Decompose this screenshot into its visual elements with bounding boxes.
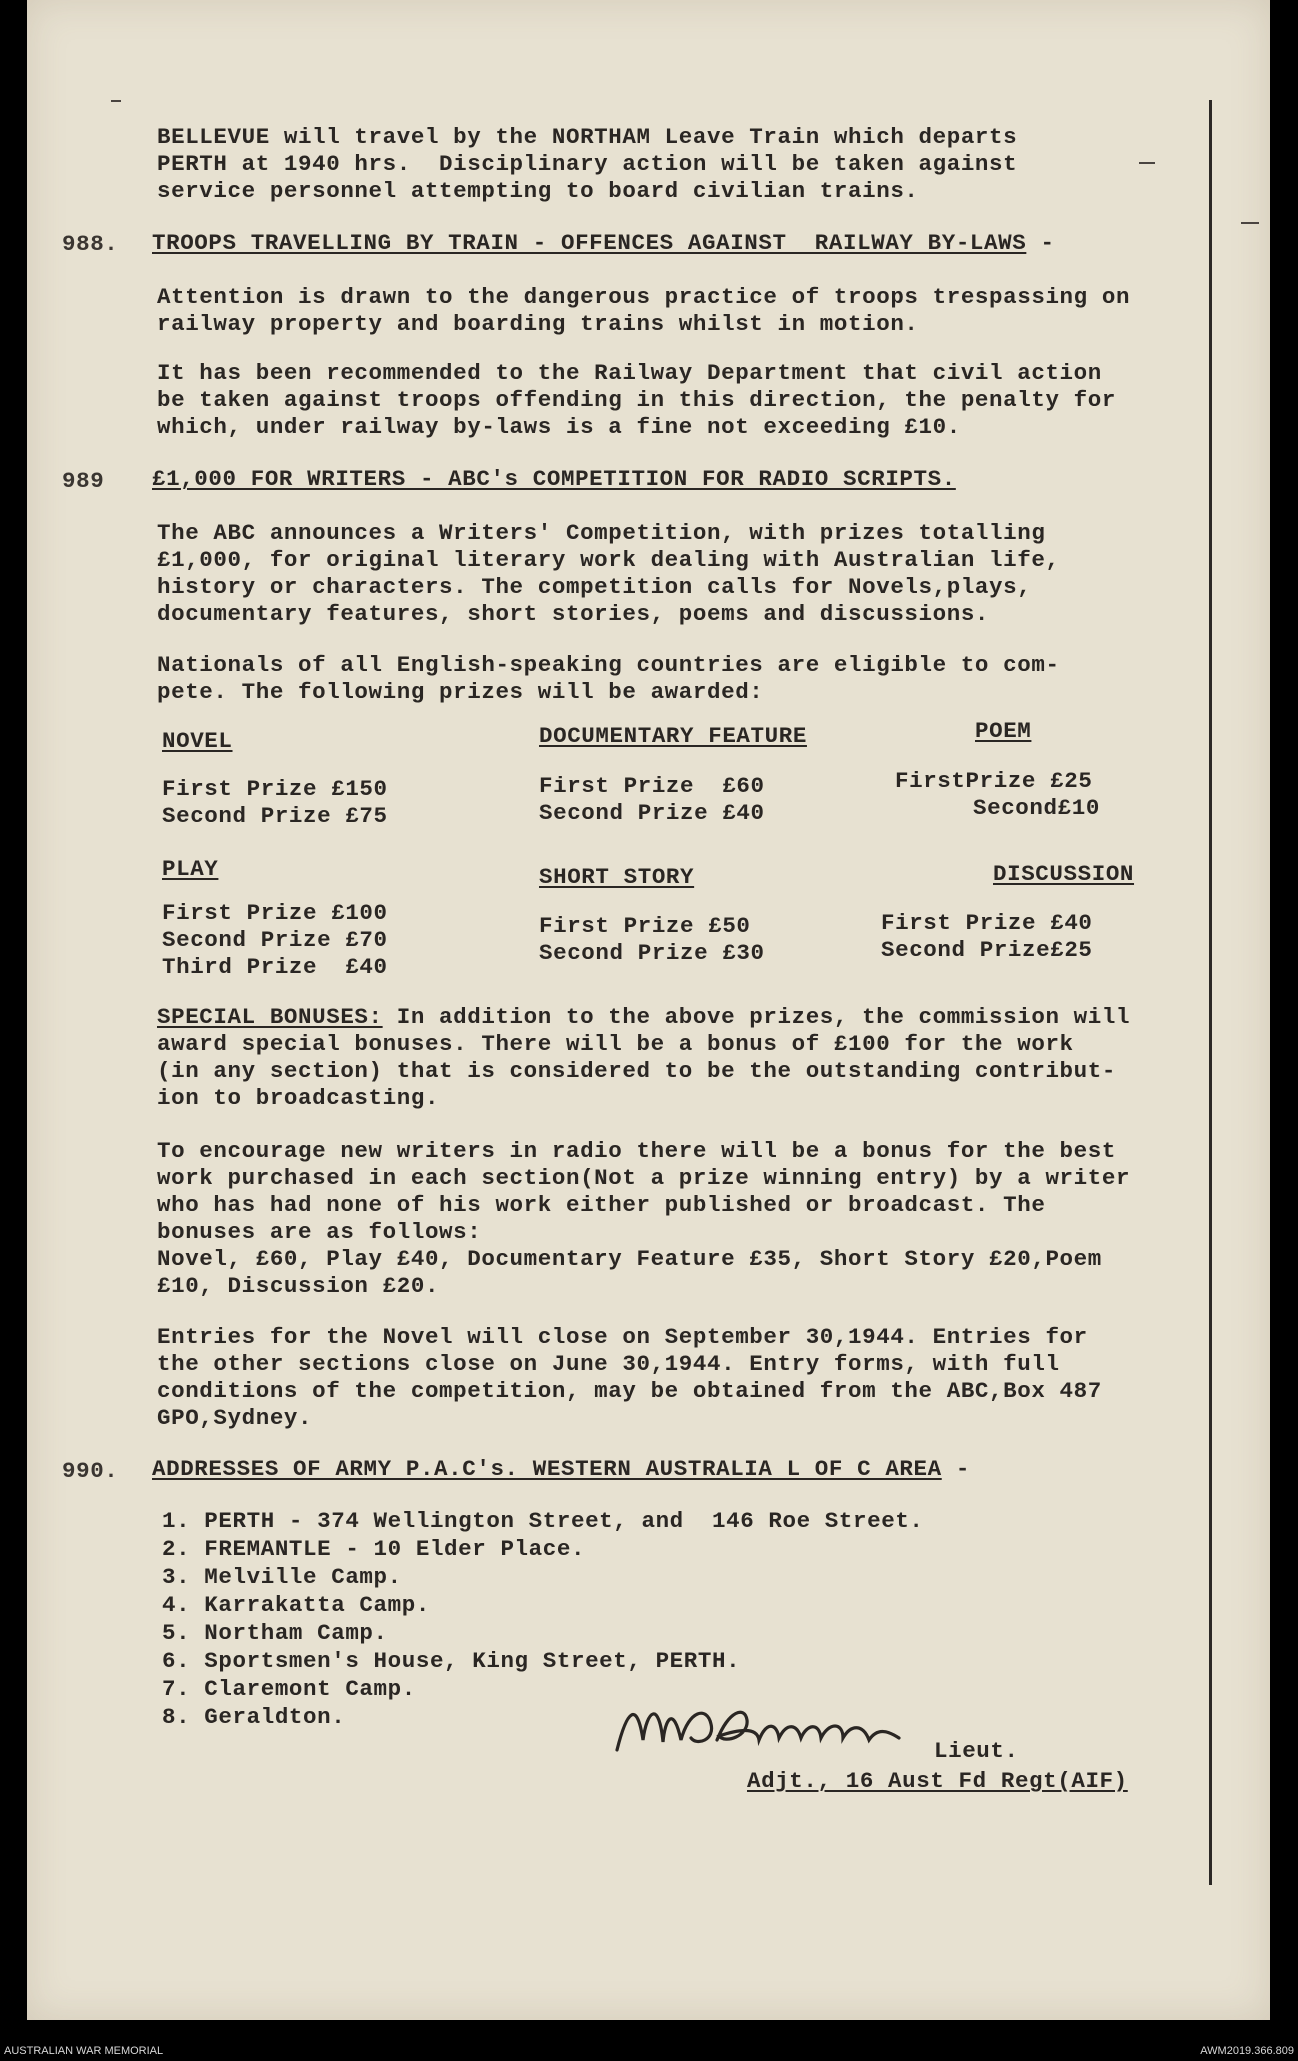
prize-head-novel: NOVEL: [162, 728, 233, 754]
body-line: work purchased in each section(Not a prize winning entry) by a writer: [157, 1165, 1131, 1191]
margin-rule: [1209, 100, 1212, 1885]
signature-unit: Adjt., 16 Aust Fd Regt(AIF): [747, 1768, 1128, 1794]
handwritten-signature: [607, 1680, 927, 1770]
prize-head-play: PLAY: [162, 856, 219, 882]
intro-line: PERTH at 1940 hrs. Disciplinary action will be taken against: [157, 151, 1018, 177]
prize-line: Second Prize £30: [539, 940, 765, 966]
prize-line: First Prize £100: [162, 900, 388, 926]
section-heading: [152, 1458, 970, 1481]
prize-line: First Prize £50: [539, 913, 751, 939]
bonus-text: In addition to the above prizes, the commission will: [382, 1004, 1131, 1030]
body-line: who has had none of his work either published or broadcast. The: [157, 1192, 1046, 1218]
section-number: 990.: [62, 1458, 119, 1484]
body-line: It has been recommended to the Railway Department that civil action: [157, 360, 1102, 386]
section-heading: [152, 468, 956, 491]
body-line: Nationals of all English-speaking countries are eligible to com-: [157, 652, 1060, 678]
section-title-suffix: -: [941, 1456, 970, 1482]
list-item: 8. Geraldton.: [162, 1704, 346, 1730]
body-line: history or characters. The competition calls for Novels,plays,: [157, 574, 1032, 600]
body-line: Novel, £60, Play £40, Documentary Feature £35, Short Story £20,Poem: [157, 1246, 1102, 1272]
footer-accession-number: AWM2019.366.809: [1200, 2045, 1294, 2057]
intro-line: service personnel attempting to board civilian trains.: [157, 178, 919, 204]
list-item: 5. Northam Camp.: [162, 1620, 388, 1646]
prize-head-discussion: DISCUSSION: [993, 861, 1135, 887]
prize-line: FirstPrize £25: [895, 768, 1093, 794]
section-title: £1,000 FOR WRITERS - ABC's COMPETITION FOR RADIO SCRIPTS.: [152, 466, 956, 492]
prize-line: Second£10: [973, 795, 1100, 821]
body-line: bonuses are as follows:: [157, 1219, 482, 1245]
prize-line: Second Prize£25: [881, 937, 1093, 963]
document-page: [27, 0, 1270, 2020]
section-heading: [152, 232, 1055, 255]
prize-head-documentary: DOCUMENTARY FEATURE: [539, 723, 807, 749]
list-item: 4. Karrakatta Camp.: [162, 1592, 430, 1618]
bonus-heading: SPECIAL BONUSES:: [157, 1004, 383, 1030]
prize-line: First Prize £60: [539, 773, 765, 799]
page-mark: [111, 100, 121, 102]
body-line: To encourage new writers in radio there will be a bonus for the best: [157, 1138, 1116, 1164]
prize-head-poem: POEM: [975, 718, 1032, 744]
page-mark: [1139, 162, 1155, 164]
body-line: pete. The following prizes will be awarded:: [157, 679, 764, 705]
body-line: be taken against troops offending in this direction, the penalty for: [157, 387, 1116, 413]
body-line: documentary features, short stories, poems and discussions.: [157, 601, 990, 627]
page-mark: [1241, 222, 1259, 224]
section-number: 989: [62, 468, 105, 494]
intro-line: BELLEVUE will travel by the NORTHAM Leave Train which departs: [157, 124, 1018, 150]
body-line: the other sections close on June 30,1944. Entry forms, with full: [157, 1351, 1060, 1377]
body-line: £1,000, for original literary work dealing with Australian life,: [157, 547, 1060, 573]
body-line: GPO,Sydney.: [157, 1405, 313, 1431]
body-line: [157, 1006, 1130, 1029]
section-title: TROOPS TRAVELLING BY TRAIN - OFFENCES AGAINST RAILWAY BY-LAWS: [152, 230, 1027, 256]
prize-line: Second Prize £40: [539, 800, 765, 826]
body-line: ion to broadcasting.: [157, 1085, 440, 1111]
prize-head-short-story: SHORT STORY: [539, 864, 695, 890]
prize-line: Second Prize £70: [162, 927, 388, 953]
section-title-suffix: -: [1026, 230, 1055, 256]
prize-line: Third Prize £40: [162, 954, 388, 980]
prize-line: First Prize £40: [881, 910, 1093, 936]
body-line: conditions of the competition, may be obtained from the ABC,Box 487: [157, 1378, 1102, 1404]
list-item: 7. Claremont Camp.: [162, 1676, 416, 1702]
section-number: 988.: [62, 231, 119, 257]
body-line: award special bonuses. There will be a bonus of £100 for the work: [157, 1031, 1074, 1057]
prize-line: First Prize £150: [162, 776, 388, 802]
body-line: Attention is drawn to the dangerous practice of troops trespassing on: [157, 284, 1131, 310]
body-line: which, under railway by-laws is a fine not exceeding £10.: [157, 414, 961, 440]
body-line: Entries for the Novel will close on September 30,1944. Entries for: [157, 1324, 1088, 1350]
prize-line: Second Prize £75: [162, 803, 388, 829]
section-title: ADDRESSES OF ARMY P.A.C's. WESTERN AUSTRALIA L OF C AREA: [152, 1456, 942, 1482]
list-item: 6. Sportsmen's House, King Street, PERTH.: [162, 1648, 741, 1674]
signature-rank: Lieut.: [934, 1738, 1019, 1764]
list-item: 2. FREMANTLE - 10 Elder Place.: [162, 1536, 586, 1562]
body-line: The ABC announces a Writers' Competition, with prizes totalling: [157, 520, 1046, 546]
list-item: 3. Melville Camp.: [162, 1564, 402, 1590]
body-line: railway property and boarding trains whilst in motion.: [157, 311, 919, 337]
body-line: (in any section) that is considered to be the outstanding contribut-: [157, 1058, 1116, 1084]
list-item: 1. PERTH - 374 Wellington Street, and 146 Roe Street.: [162, 1508, 924, 1534]
body-line: £10, Discussion £20.: [157, 1273, 440, 1299]
footer-institution: AUSTRALIAN WAR MEMORIAL: [4, 2045, 164, 2057]
